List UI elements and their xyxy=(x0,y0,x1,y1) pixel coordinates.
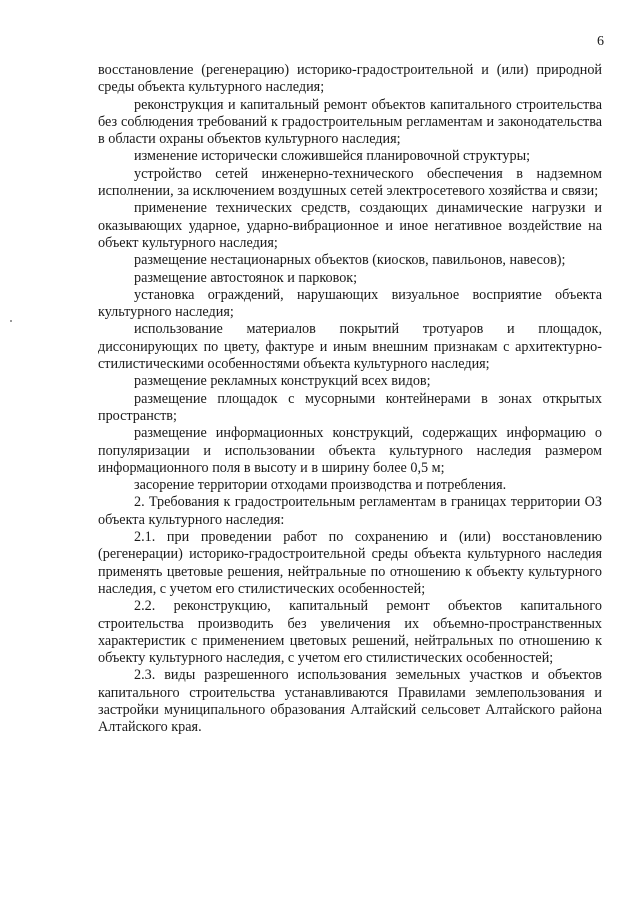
section-heading: 2. Требования к градостроительным регламентам в границах территории ОЗ объекта культурного наследия: xyxy=(98,494,602,528)
document-body xyxy=(98,62,602,737)
paragraph: применение технических средств, создающих динамические нагрузки и оказывающих ударное, ударно-вибрационное и иное негативное воздействие на объект культурного наследия; xyxy=(98,200,602,251)
paragraph: размещение автостоянок и парковок; xyxy=(134,269,358,286)
paragraph: засорение территории отходами производства и потребления. xyxy=(134,477,507,494)
paragraph: размещение нестационарных объектов (киосков, павильонов, навесов); xyxy=(134,252,566,269)
paragraph: 2.2. реконструкцию, капитальный ремонт объектов капитального строительства производить без увеличения их объемно-пространственных характеристик с применением цветовых решений, нейтральных по отношению к объекту культурного наследия, с учетом его стилистических особенностей; xyxy=(98,598,602,667)
paragraph: 2.1. при проведении работ по сохранению и (или) восстановлению (регенерации) историко-градостроительной среды объекта культурного наследия применять цветовые решения, нейтральные по отношению к объекту культурного наследия, с учетом его стилистических особенностей; xyxy=(98,529,602,597)
paragraph: установка ограждений, нарушающих визуальное восприятие объекта культурного наследия; xyxy=(98,286,602,321)
paragraph: размещение рекламных конструкций всех видов; xyxy=(134,373,431,390)
paragraph: восстановление (регенерацию) историко-градостроительной и (или) природной среды объекта культурного наследия; xyxy=(98,62,602,96)
paragraph: устройство сетей инженерно-технического обеспечения в надземном исполнении, за исключением воздушных сетей электросетевого хозяйства и связи; xyxy=(98,165,602,200)
paragraph: реконструкция и капитальный ремонт объектов капитального строительства без соблюдения требований к градостроительным регламентам и законодательства в области охраны объектов культурного наследия; xyxy=(98,96,602,148)
page-number: 6 xyxy=(597,34,604,49)
paragraph: изменение исторически сложившейся планировочной структуры; xyxy=(134,148,531,165)
paragraph: использование материалов покрытий тротуаров и площадок, диссонирующих по цвету, фактуре и иным внешним признакам с архитектурно-стилистическими особенностями объекта культурного наследия; xyxy=(98,321,602,373)
paragraph: размещение площадок с мусорными контейнерами в зонах открытых пространств; xyxy=(98,390,602,424)
paragraph: размещение информационных конструкций, содержащих информацию о популяризации и использовании объекта культурного наследия размером информационного поля в высоту и в ширину более 0,5 м; xyxy=(98,425,602,476)
scan-artifact xyxy=(10,320,12,322)
paragraph: 2.3. виды разрешенного использования земельных участков и объектов капитального строительства устанавливаются Правилами землепользования и застройки муниципального образования Алтайский сельсовет Алтайского района Алтайского края. xyxy=(98,667,602,736)
